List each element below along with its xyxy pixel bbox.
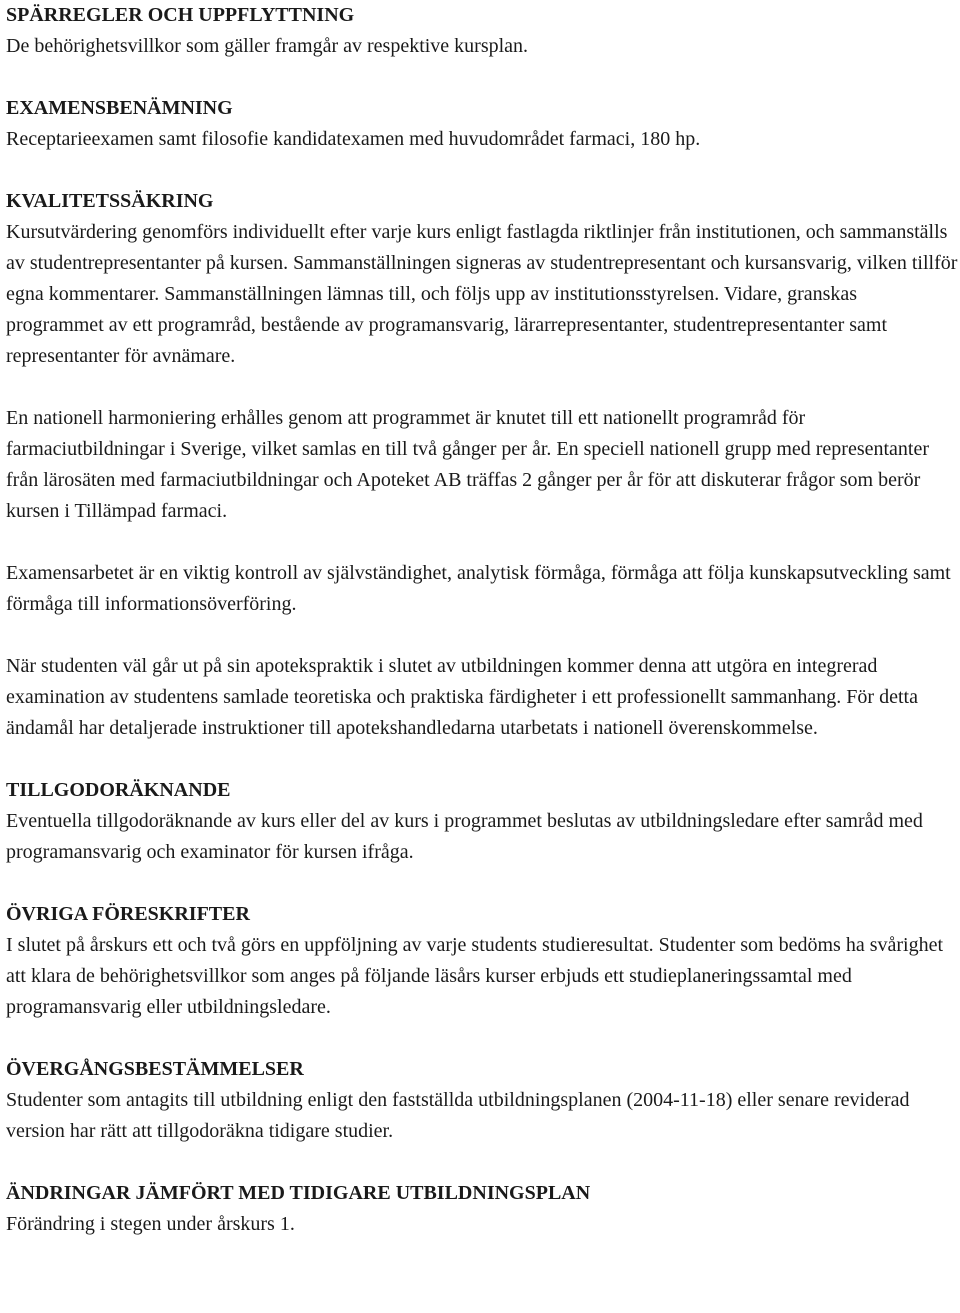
section-tillgodoraknande (6, 775, 958, 868)
section-paragraph: Förändring i stegen under årskurs 1. (6, 1213, 295, 1235)
section-paragraph: Studenter som antagits till utbildning enligt den fastställda utbildningsplanen (2004-11-18) eller senare reviderad version har rätt att tillgodoräkna tidigare studier. (6, 1089, 910, 1142)
section-sparregler (6, 0, 958, 62)
section-paragraph: En nationell harmoniering erhålles genom att programmet är knutet till ett nationellt programråd för farmaciutbildningar i Sverige, vilket samlas en till två gånger per år. En speciell nationell grupp med representanter från lärosäten med farmaciutbildningar och Apoteket AB träffas 2 gånger per år för att diskuterar frågor som berör kursen i Tillämpad farmaci. (6, 407, 930, 522)
section-paragraph: När studenten väl går ut på sin apotekspraktik i slutet av utbildningen kommer denna att utgöra en integrerad examination av studentens samlade teoretiska och praktiska färdigheter i ett professionellt sammanhang. För detta ändamål har detaljerade instruktioner till apotekshandledarna utarbetats i nationell överenskommelse. (6, 655, 918, 739)
section-examensbenamning (6, 93, 958, 155)
section-heading: KVALITETSSÄKRING (6, 190, 214, 212)
section-paragraph: Receptarieexamen samt filosofie kandidatexamen med huvudområdet farmaci, 180 hp. (6, 128, 701, 150)
section-kvalitetssakring (6, 186, 958, 744)
section-paragraph: Kursutvärdering genomförs individuellt efter varje kurs enligt fastlagda riktlinjer från institutionen, och sammanställs av studentrepresentanter på kursen. Sammanställningen signeras av studentrepresentant och kursansvarig, vilken tillför egna kommentarer. Sammanställningen lämnas till, och följs upp av institutionsstyrelsen. Vidare, granskas programmet av ett programråd, bestående av programansvarig, lärarrepresentanter, studentrepresentanter samt representanter för avnämare. (6, 221, 958, 367)
section-heading: ÖVERGÅNGSBESTÄMMELSER (6, 1058, 304, 1080)
section-paragraph: Eventuella tillgodoräknande av kurs eller del av kurs i programmet beslutas av utbildningsledare efter samråd med programansvarig och examinator för kursen ifråga. (6, 810, 923, 863)
document-page (6, 0, 958, 1240)
section-overgangsbestammelser (6, 1054, 958, 1147)
section-andringar (6, 1178, 958, 1240)
section-heading: ÖVRIGA FÖRESKRIFTER (6, 903, 250, 925)
section-heading: ÄNDRINGAR JÄMFÖRT MED TIDIGARE UTBILDNINGSPLAN (6, 1182, 591, 1204)
section-paragraph: Examensarbetet är en viktig kontroll av självständighet, analytisk förmåga, förmåga att följa kunskapsutveckling samt förmåga till informationsöverföring. (6, 562, 951, 615)
section-paragraph: I slutet på årskurs ett och två görs en uppföljning av varje students studieresultat. Studenter som bedöms ha svårighet att klara de behörighetsvillkor som anges på följande läsårs kurser erbjuds ett studieplaneringssamtal med programansvarig eller utbildningsledare. (6, 934, 944, 1018)
section-heading: TILLGODORÄKNANDE (6, 779, 231, 801)
section-heading: EXAMENSBENÄMNING (6, 97, 233, 119)
section-paragraph: De behörighetsvillkor som gäller framgår av respektive kursplan. (6, 35, 529, 57)
section-heading: SPÄRREGLER OCH UPPFLYTTNING (6, 4, 355, 26)
section-ovriga-foreskrifter (6, 899, 958, 1023)
